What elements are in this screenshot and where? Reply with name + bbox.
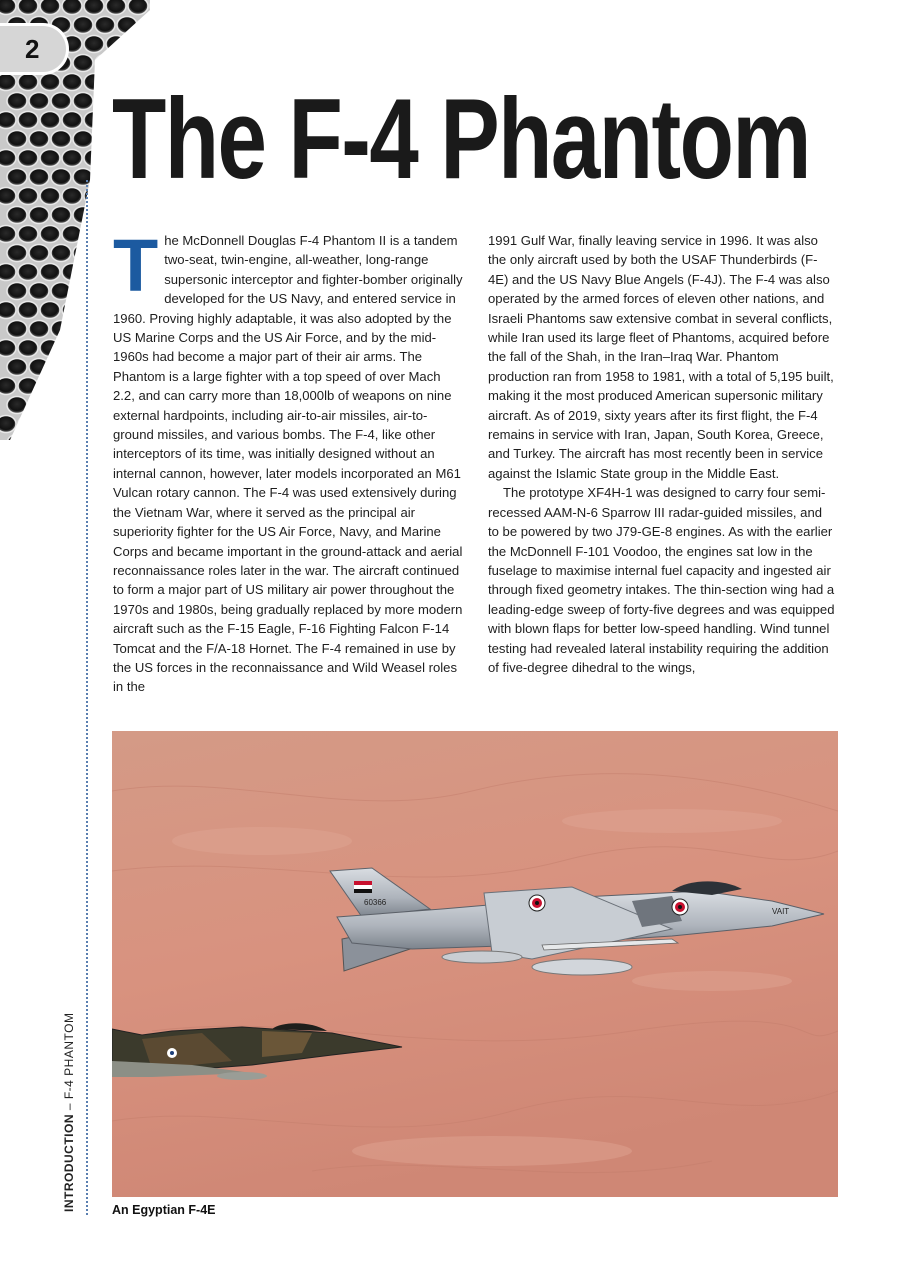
honeycomb-cell [51, 359, 71, 376]
honeycomb-cell [40, 0, 60, 15]
honeycomb-cell [95, 17, 115, 34]
photo-egyptian-f4e [112, 731, 838, 1197]
honeycomb-cell [40, 416, 60, 433]
honeycomb-cell [73, 131, 93, 148]
honeycomb-cell [51, 169, 71, 186]
honeycomb-cell [95, 207, 115, 224]
honeycomb-cell [73, 245, 93, 262]
honeycomb-cell [117, 17, 137, 34]
honeycomb-cell [0, 150, 16, 167]
honeycomb-cell [29, 93, 49, 110]
honeycomb-cell [29, 131, 49, 148]
honeycomb-cell [73, 397, 93, 414]
honeycomb-cell [62, 188, 82, 205]
honeycomb-cell [106, 36, 126, 53]
honeycomb-cell [40, 378, 60, 395]
honeycomb-cell [62, 302, 82, 319]
honeycomb-cell [84, 74, 104, 91]
honeycomb-cell [0, 264, 16, 281]
honeycomb-cell [62, 416, 82, 433]
side-label-section: INTRODUCTION [62, 1114, 76, 1212]
honeycomb-cell [29, 321, 49, 338]
honeycomb-cell [18, 188, 38, 205]
honeycomb-cell [18, 112, 38, 129]
honeycomb-cell [73, 283, 93, 300]
honeycomb-cell [40, 74, 60, 91]
honeycomb-cell [40, 264, 60, 281]
honeycomb-cell [29, 283, 49, 300]
honeycomb-cell [106, 0, 126, 15]
honeycomb-cell [95, 283, 115, 300]
honeycomb-cell [62, 378, 82, 395]
honeycomb-cell [18, 74, 38, 91]
honeycomb-cell [40, 112, 60, 129]
page-title: The F-4 Phantom [112, 76, 810, 203]
honeycomb-cell [0, 188, 16, 205]
honeycomb-cell [95, 245, 115, 262]
honeycomb-cell [40, 302, 60, 319]
article-right-column [488, 231, 836, 677]
honeycomb-cell [29, 207, 49, 224]
honeycomb-cell [0, 74, 16, 91]
honeycomb-cell [0, 112, 16, 129]
tail-number: 60366 [364, 898, 387, 907]
honeycomb-cell [18, 0, 38, 15]
honeycomb-cell [18, 416, 38, 433]
honeycomb-cell [73, 207, 93, 224]
honeycomb-cell [84, 112, 104, 129]
photo-caption: An Egyptian F-4E [112, 1203, 216, 1217]
honeycomb-cell [95, 359, 115, 376]
honeycomb-cell [84, 36, 104, 53]
honeycomb-cell [7, 93, 27, 110]
honeycomb-cell [0, 378, 16, 395]
honeycomb-cell [40, 150, 60, 167]
honeycomb-cell [95, 55, 115, 72]
honeycomb-cell [0, 0, 16, 15]
honeycomb-cell [62, 74, 82, 91]
honeycomb-cell [84, 150, 104, 167]
honeycomb-cell [51, 131, 71, 148]
honeycomb-cell [73, 55, 93, 72]
honeycomb-cell [51, 93, 71, 110]
honeycomb-cell [0, 302, 16, 319]
honeycomb-cell [29, 397, 49, 414]
honeycomb-cell [7, 207, 27, 224]
honeycomb-cell [7, 131, 27, 148]
page-number: 2 [25, 34, 40, 64]
honeycomb-cell [62, 150, 82, 167]
honeycomb-cell [0, 226, 16, 243]
honeycomb-cell [73, 169, 93, 186]
right-column-paragraph-1: 1991 Gulf War, finally leaving service in 1996. It was also the only aircraft used by both the USAF Thunderbirds (F-4E) and the US Navy Blue Angels (F-4J). The F-4 was also operated by the armed forces of eleven other nations, and Israeli Phantoms saw extensive combat in several conflicts, while Iran used its large fleet of Phantoms, acquired before the fall of the Shah, in the Iran–Iraq War. Phantom production ran from 1958 to 1981, with a total of 5,195 built, making it the most produced American supersonic military aircraft. As of 2019, sixty years after its first flight, the F-4 remains in service with Iran, Japan, South Korea, Greece, and Turkey. The aircraft has most recently been in service against the Islamic State group in the Middle East. [488, 233, 834, 481]
honeycomb-cell [62, 0, 82, 15]
honeycomb-cell [7, 283, 27, 300]
honeycomb-cell [73, 321, 93, 338]
honeycomb-cell [51, 321, 71, 338]
honeycomb-cell [73, 17, 93, 34]
honeycomb-cell [7, 397, 27, 414]
side-running-label [62, 1013, 76, 1212]
honeycomb-cell [7, 359, 27, 376]
honeycomb-cell [29, 169, 49, 186]
honeycomb-cell [95, 321, 115, 338]
honeycomb-cell [18, 264, 38, 281]
honeycomb-cell [7, 245, 27, 262]
honeycomb-cell [128, 0, 148, 15]
honeycomb-cell [51, 207, 71, 224]
left-column-text: he McDonnell Douglas F-4 Phantom II is a tandem two-seat, twin-engine, all-weather, long-range supersonic interceptor and fighter-bomber originally developed for the US Navy, and entered service in 1960. Proving highly adaptable, it was also adopted by the US Marine Corps and the US Air Force, and by the mid-1960s had become a major part of their air arms. The Phantom is a large fighter with a top speed of over Mach 2.2, and can carry more than 18,000lb of weapons on nine external hardpoints, including air-to-air missiles, air-to-ground missiles, and various bombs. The F-4, like other interceptors of its time, was initially designed without an internal cannon, however, later models incorporated an M61 Vulcan rotary cannon. The F-4 was used extensively during the Vietnam War, where it served as the principal air superiority fighter for the US Air Force, Navy, and Marine Corps and became important in the ground-attack and aerial reconnaissance roles later in the war. The aircraft continued to form a major part of US military air power throughout the 1970s and 1980s, being gradually replaced by more modern aircraft such as the F-15 Eagle, F-16 Fighting Falcon F-14 Tomcat and the F/A-18 Hornet. The F-4 remained in use by the US forces in the reconnaissance and Wild Weasel roles in the [113, 233, 463, 695]
honeycomb-cell [62, 340, 82, 357]
honeycomb-cell [40, 188, 60, 205]
honeycomb-cell [95, 397, 115, 414]
honeycomb-cell [84, 0, 104, 15]
honeycomb-cell [62, 264, 82, 281]
article-left-column [113, 224, 465, 697]
honeycomb-cell [40, 226, 60, 243]
honeycomb-cell [62, 226, 82, 243]
honeycomb-cell [117, 55, 137, 72]
honeycomb-cell [18, 226, 38, 243]
drop-cap: T [113, 224, 159, 307]
honeycomb-cell [40, 340, 60, 357]
honeycomb-cell [18, 150, 38, 167]
honeycomb-cell [117, 207, 137, 224]
honeycomb-cell [128, 36, 148, 53]
honeycomb-cell [7, 169, 27, 186]
honeycomb-cell [7, 321, 27, 338]
right-column-paragraph-2: The prototype XF4H-1 was designed to carry four semi-recessed AAM-N-6 Sparrow III radar-guided missiles, and to be powered by two J79-GE-8 engines. As with the earlier the McDonnell F-101 Voodoo, the engines sat low in the fuselage to maximise internal fuel capacity and ingested air through fixed geometry intakes. The thin-section wing had a leading-edge sweep of forty-five degrees and was equipped with blown flaps for better low-speed handling. Wind tunnel testing had revealed lateral instability requiring the addition of five-degree dihedral to the wings, [488, 485, 835, 675]
spine-dotted-line [86, 180, 88, 1215]
nose-marking: VAIT [772, 907, 790, 916]
side-label-rest: – F-4 PHANTOM [62, 1012, 76, 1114]
honeycomb-cell [0, 416, 16, 433]
honeycomb-cell [0, 340, 16, 357]
honeycomb-cell [18, 378, 38, 395]
honeycomb-cell [18, 302, 38, 319]
honeycomb-cell [73, 359, 93, 376]
honeycomb-cell [18, 340, 38, 357]
honeycomb-cell [62, 112, 82, 129]
honeycomb-cell [51, 283, 71, 300]
honeycomb-cell [51, 397, 71, 414]
honeycomb-cell [29, 245, 49, 262]
honeycomb-cell [51, 245, 71, 262]
photo-illustration [112, 731, 838, 1197]
honeycomb-cell [29, 359, 49, 376]
honeycomb-cell [73, 93, 93, 110]
